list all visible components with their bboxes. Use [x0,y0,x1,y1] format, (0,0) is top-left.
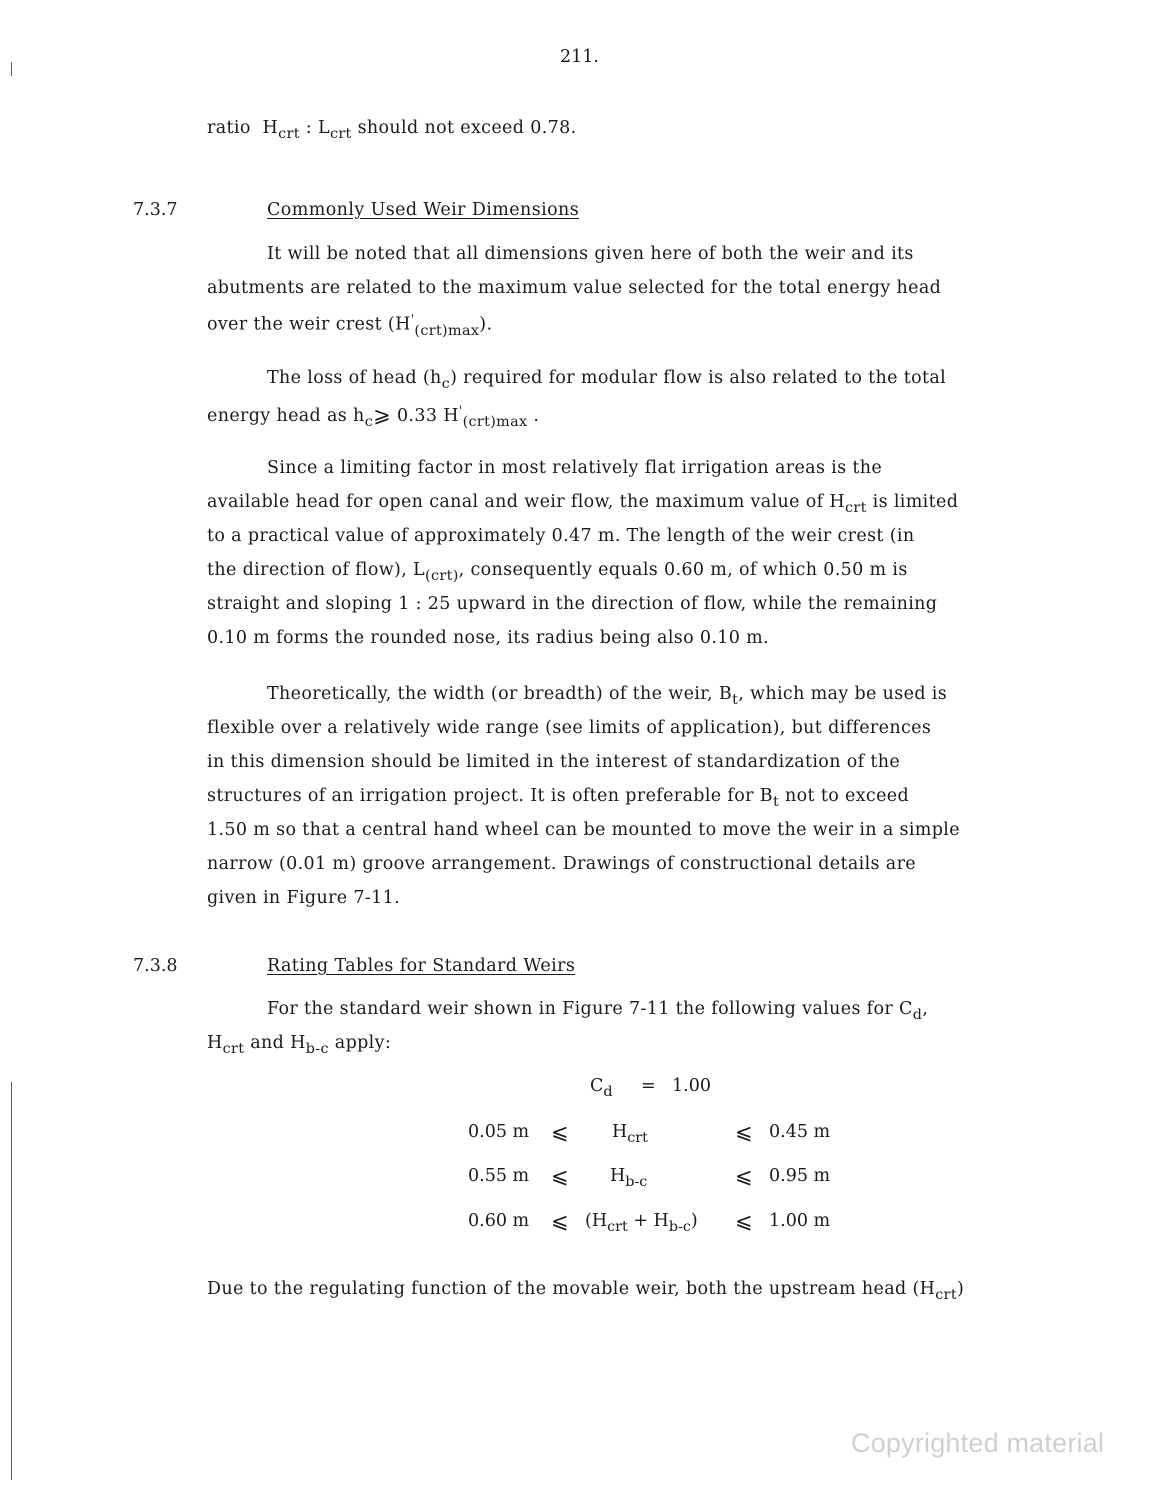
p4-line-4: structures of an irrigation project. It is often preferable for $B_t$ not to exceed [207,786,910,811]
p1-line-1: It will be noted that all dimensions given here of both the weir and its [267,244,914,264]
p4-line-2: flexible over a relatively wide range (see limits of application), but differences [207,718,932,738]
eq-row3-rel-right: ⩽ [735,1209,753,1233]
section-number-737: 7.3.7 [133,200,178,220]
eq-row1-high: 0.45 m [769,1122,831,1142]
p3-line-5: straight and sloping 1 : 25 upward in the direction of flow, while the remaining [207,594,938,614]
eq-row1-low: 0.05 m [468,1122,530,1142]
eq-row2-rel-right: ⩽ [735,1164,753,1188]
eq-row2-variable: $H_{b-c}$ [610,1166,648,1191]
section-title-738: Rating Tables for Standard Weirs [267,956,576,976]
eq-row3-variable: $(H_{crt} + H_{b-c})$ [585,1211,698,1236]
p3-line-2: available head for open canal and weir flow, the maximum value of $H_{crt}$ is limited [207,492,959,517]
p4-line-7: given in Figure 7-11. [207,888,401,908]
equation-cd: $C_d$ [590,1076,613,1101]
eq-row1-rel-left: ⩽ [551,1120,569,1144]
p3-line-6: 0.10 m forms the rounded nose, its radius being also 0.10 m. [207,628,770,648]
equation-cd-equals: = [641,1076,656,1096]
p5-line-1: For the standard weir shown in Figure 7-11 the following values for $C_d$, [267,999,929,1024]
section-title-737: Commonly Used Weir Dimensions [267,200,580,220]
p2-line-2: energy head as $h_c⩾$ 0.33 $H'_{(crt)max}$ . [207,403,540,431]
p2-line-1: The loss of head $(h_c)$ required for modular flow is also related to the total [267,368,947,393]
top-margin-mark [11,62,12,76]
p4-line-3: in this dimension should be limited in the interest of standardization of the [207,752,901,772]
p6-line-1: Due to the regulating function of the movable weir, both the upstream head $(H_{crt})$ [207,1279,965,1304]
eq-row3-rel-left: ⩽ [551,1209,569,1233]
eq-row2-low: 0.55 m [468,1166,530,1186]
p1-line-3: over the weir crest $(H'_{(crt)max})$. [207,312,493,339]
p4-line-5: 1.50 m so that a central hand wheel can be mounted to move the weir in a simple [207,820,960,840]
eq-row2-high: 0.95 m [769,1166,831,1186]
p3-line-4: the direction of flow), $L_{(crt)}$, consequently equals 0.60 m, of which 0.50 m is [207,560,908,585]
eq-row3-high: 1.00 m [769,1211,831,1231]
p3-line-3: to a practical value of approximately 0.47 m. The length of the weir crest (in [207,526,915,546]
p5-line-2: $H_{crt}$ and $H_{b-c}$ apply: [207,1033,392,1058]
eq-row3-low: 0.60 m [468,1211,530,1231]
p4-line-1: Theoretically, the width (or breadth) of the weir, $B_t$, which may be used is [267,684,948,709]
copyright-watermark: Copyrighted material [851,1428,1105,1458]
eq-row1-variable: $H_{crt}$ [612,1122,648,1147]
p1-line-2: abutments are related to the maximum value selected for the total energy head [207,278,942,298]
equation-cd-value: 1.00 [672,1076,711,1096]
eq-row2-rel-left: ⩽ [551,1164,569,1188]
p4-line-6: narrow (0.01 m) groove arrangement. Drawings of constructional details are [207,854,917,874]
section-number-738: 7.3.8 [133,956,178,976]
eq-row1-rel-right: ⩽ [735,1120,753,1144]
page-number: 211. [560,47,599,67]
p3-line-1: Since a limiting factor in most relatively flat irrigation areas is the [267,458,883,478]
left-margin-rule [11,1082,12,1480]
intro-ratio-line: ratio $H_{crt}$ : $L_{crt}$ should not exceed 0.78. [207,118,577,143]
